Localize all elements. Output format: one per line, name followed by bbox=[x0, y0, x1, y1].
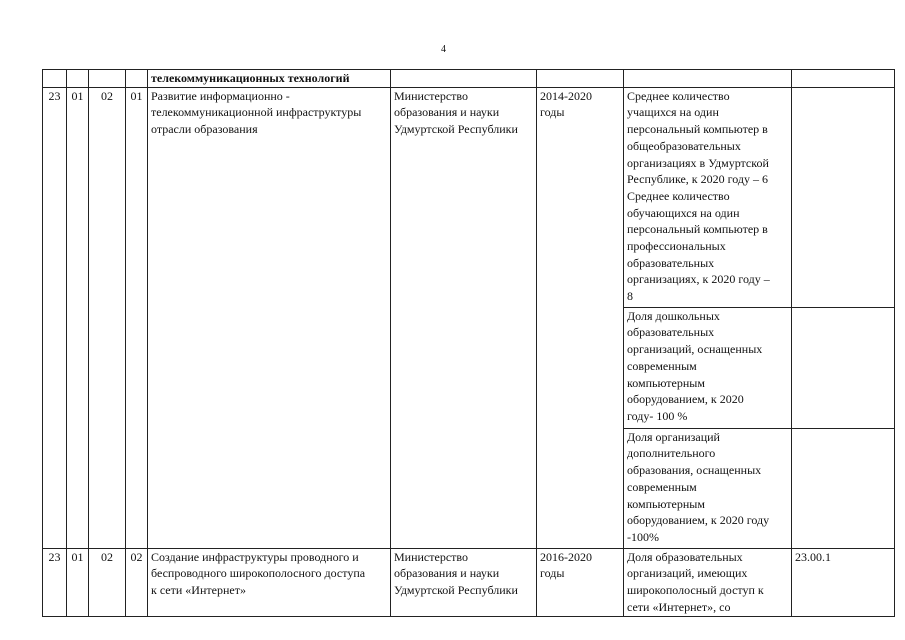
continuation-title: телекоммуникационных технологий bbox=[148, 70, 391, 88]
page-number: 4 bbox=[441, 44, 446, 55]
code-cell bbox=[89, 70, 126, 88]
code-cell: 02 bbox=[89, 87, 126, 548]
period-cell bbox=[537, 70, 624, 88]
link-cell bbox=[792, 428, 895, 548]
code-cell: 01 bbox=[67, 87, 89, 548]
link-cell bbox=[792, 307, 895, 428]
code-cell: 23 bbox=[43, 87, 67, 548]
code-cell bbox=[43, 70, 67, 88]
indicator-cell: Доля организаций дополнительного образования, оснащенных современным компьютерным оборудованием, к 2020 году -100% bbox=[624, 428, 792, 548]
period-cell: 2014-2020 годы bbox=[537, 87, 624, 548]
program-table bbox=[42, 69, 895, 617]
activity-name: Создание инфраструктуры проводного и беспроводного широкополосного доступа к сети «Интернет» bbox=[148, 548, 391, 616]
executor-cell bbox=[391, 70, 537, 88]
indicator-cell: Доля образовательных организаций, имеющих широкополосный доступ к сети «Интернет», со bbox=[624, 548, 792, 616]
indicator-cell: Доля дошкольных образовательных организаций, оснащенных современным компьютерным оборудованием, к 2020 году- 100 % bbox=[624, 307, 792, 428]
code-cell: 01 bbox=[67, 548, 89, 616]
code-cell: 02 bbox=[126, 548, 148, 616]
link-cell bbox=[792, 70, 895, 88]
code-cell: 01 bbox=[126, 87, 148, 548]
code-cell bbox=[126, 70, 148, 88]
code-cell bbox=[67, 70, 89, 88]
table-row bbox=[43, 548, 895, 616]
executor-cell: Министерство образования и науки Удмуртской Республики bbox=[391, 87, 537, 548]
table-row bbox=[43, 87, 895, 307]
link-cell bbox=[792, 87, 895, 307]
link-cell: 23.00.1 bbox=[792, 548, 895, 616]
code-cell: 02 bbox=[89, 548, 126, 616]
continuation-row bbox=[43, 70, 895, 88]
indicator-cell: Среднее количество учащихся на один персональный компьютер в общеобразовательных организациях в Удмуртской Республике, к 2020 году – 6 Среднее количество обучающихся на один персональный компьютер в профессиональных образовательных организациях, к 2020 году – 8 bbox=[624, 87, 792, 307]
code-cell: 23 bbox=[43, 548, 67, 616]
executor-cell: Министерство образования и науки Удмуртской Республики bbox=[391, 548, 537, 616]
period-cell: 2016-2020 годы bbox=[537, 548, 624, 616]
activity-name: Развитие информационно - телекоммуникационной инфраструктуры отрасли образования bbox=[148, 87, 391, 548]
indicator-cell bbox=[624, 70, 792, 88]
